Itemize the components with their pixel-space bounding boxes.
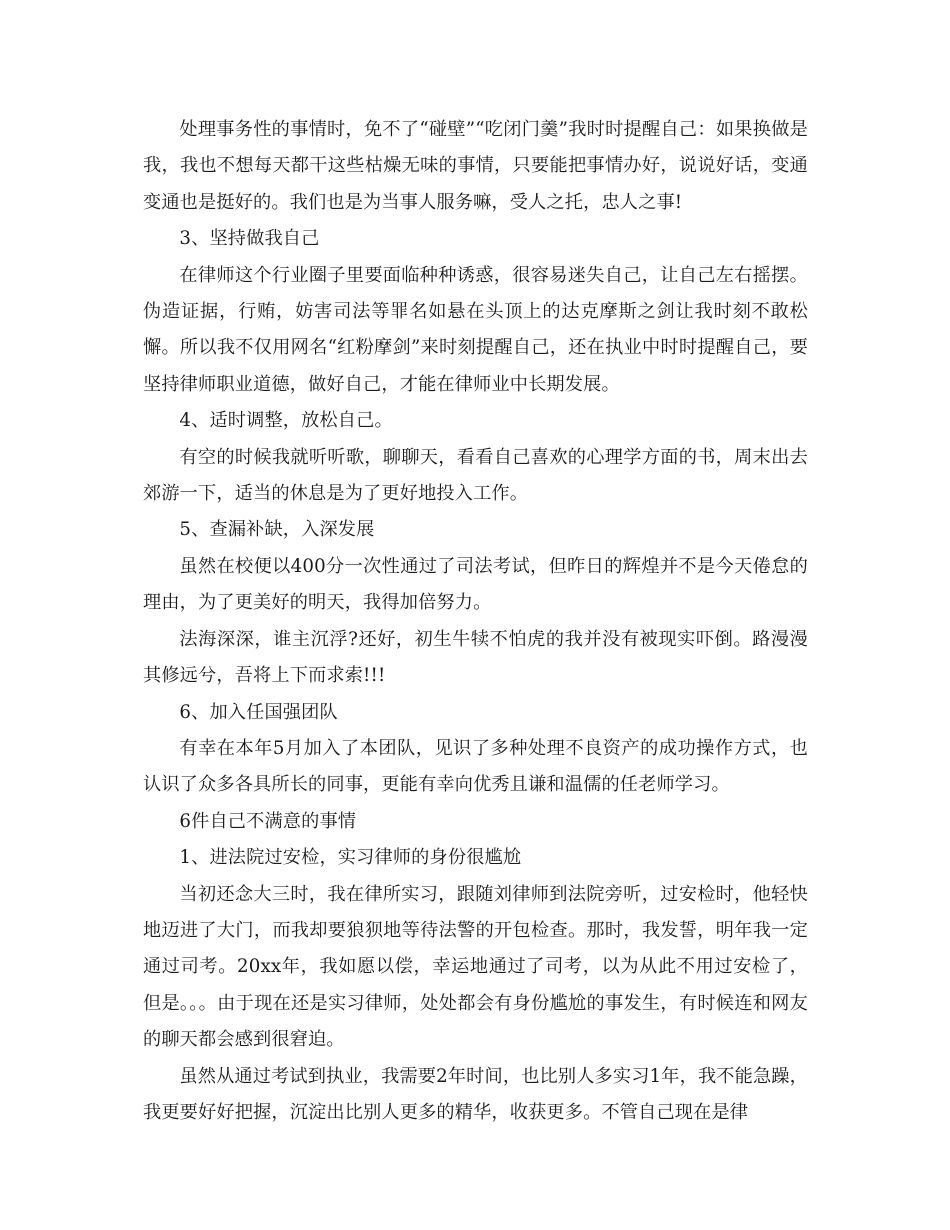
- section-heading: 6件自己不满意的事情: [179, 810, 357, 832]
- paragraph: 处理事务性的事情时，免不了“碰壁”“吃闭门羹”我时时提醒自己：如果换做是我，我也不想每天都干这些枯燥无味的事情，只要能把事情办好，说说好话，变通变通也是挺好的。我们也是为当事人服务嘛，受人之托，忠人之事!: [143, 119, 808, 213]
- paragraph: 法海深深，谁主沉浮?还好，初生牛犊不怕虎的我并没有被现实吓倒。路漫漫其修远兮，吾将上下而求索!!!: [143, 628, 808, 687]
- document-body: [143, 112, 808, 1131]
- section-heading: 4、适时调整，放松自己。: [179, 410, 393, 432]
- section-heading: 5、查漏补缺，入深发展: [179, 519, 375, 541]
- section-heading: 6、加入任国强团队: [179, 701, 338, 723]
- section-heading: 3、坚持做我自己: [179, 228, 320, 250]
- paragraph: 有空的时候我就听听歌，聊聊天，看看自己喜欢的心理学方面的书，周末出去郊游一下，适当的休息是为了更好地投入工作。: [143, 446, 808, 505]
- paragraph: 当初还念大三时，我在律所实习，跟随刘律师到法院旁听，过安检时，他轻快地迈进了大门，而我却要狼狈地等待法警的开包检查。那时，我发誓，明年我一定通过司考。20xx年，我如愿以偿，幸运地通过了司考，以为从此不用过安检了，但是。。。由于现在还是实习律师，处处都会有身份尴尬的事发生，有时候连和网友的聊天都会感到很窘迫。: [143, 883, 808, 1051]
- paragraph: 虽然从通过考试到执业，我需要2年时间，也比别人多实习1年，我不能急躁，我更要好好把握，沉淀出比别人更多的精华，收获更多。不管自己现在是律: [143, 1065, 808, 1123]
- section-heading: 1、进法院过安检，实习律师的身份很尴尬: [179, 847, 522, 869]
- paragraph: 在律师这个行业圈子里要面临种种诱惑，很容易迷失自己，让自己左右摇摆。伪造证据，行贿，妨害司法等罪名如悬在头顶上的达克摩斯之剑让我时刻不敢松懈。所以我不仅用网名“红粉摩剑”来时刻提醒自己，还在执业中时时提醒自己，要坚持律师职业道德，做好自己，才能在律师业中长期发展。: [143, 264, 808, 395]
- paragraph: 虽然在校便以400分一次性通过了司法考试，但昨日的辉煌并不是今天倦怠的理由，为了更美好的明天，我得加倍努力。: [143, 555, 808, 614]
- paragraph: 有幸在本年5月加入了本团队，见识了多种处理不良资产的成功操作方式，也认识了众多各具所长的同事，更能有幸向优秀且谦和温儒的任老师学习。: [143, 737, 808, 796]
